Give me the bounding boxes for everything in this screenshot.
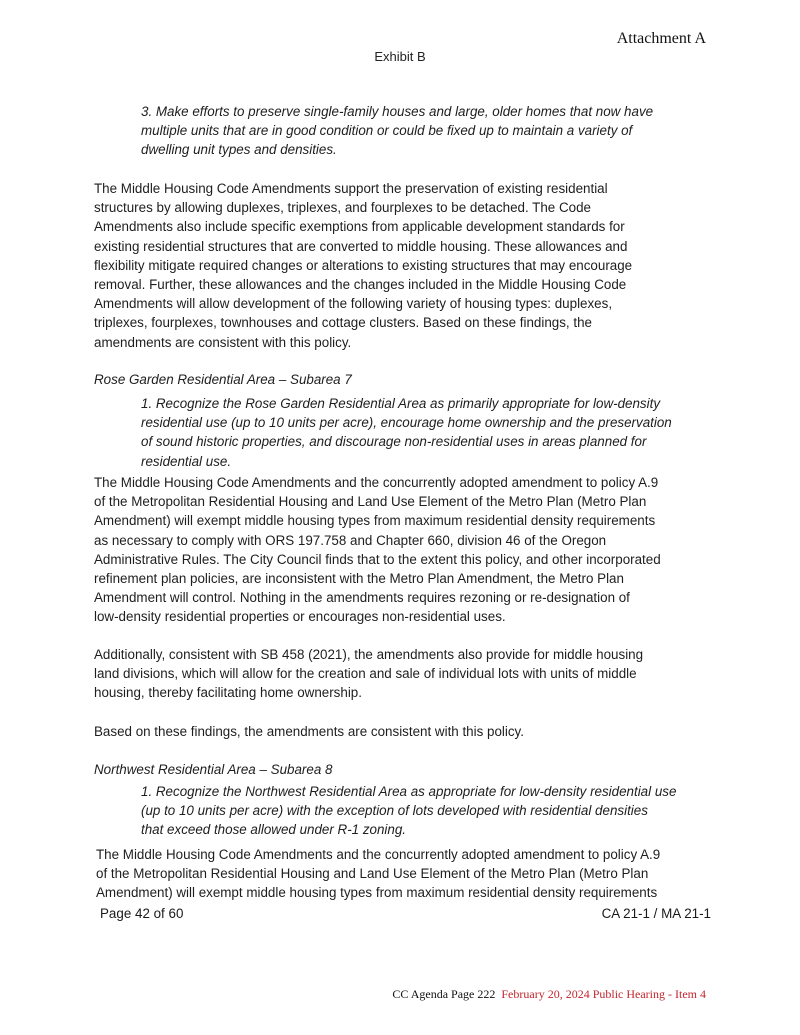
agenda-page: CC Agenda Page 222 xyxy=(392,987,496,1001)
attachment-label: Attachment A xyxy=(616,30,706,47)
policy-quote-subarea-8: 1. Recognize the Northwest Residential Area as appropriate for low-density residential use (up to 10 units per acre) with the exception of lots developed with residential densities that exceed those allowed under R-1 zoning. xyxy=(141,784,677,838)
finding-paragraph-1: The Middle Housing Code Amendments support the preservation of existing residential structures by allowing duplexes, triplexes, and fourplexes to be detached. The Code Amendments also include specific exemptions from applicable development standards for existing residential structures that are converted to middle housing. These allowances and flexibility mitigate required changes or alterations to existing structures that may encourage removal. Further, these allowances and the changes included in the Middle Housing Code Amendments will allow development of the following variety of housing types: duplexes, triplexes, fourplexes, townhouses and cottage clusters. Based on these findings, the amendments are consistent with this policy. xyxy=(94,181,633,350)
finding-paragraph-5: The Middle Housing Code Amendments and the concurrently adopted amendment to policy A.9 of the Metropolitan Residential Housing and Land Use Element of the Metro Plan (Metro Plan Amendment) will exempt middle housing types from maximum residential density requirements xyxy=(96,847,661,901)
section-heading-subarea-8: Northwest Residential Area – Subarea 8 xyxy=(94,762,333,777)
agenda-stamp xyxy=(392,987,706,1002)
policy-quote-3: 3. Make efforts to preserve single-family houses and large, older homes that now have multiple units that are in good condition or could be fixed up to maintain a variety of dwelling unit types and densities. xyxy=(141,104,654,158)
page-number: Page 42 of 60 xyxy=(100,906,184,921)
finding-paragraph-4: Based on these findings, the amendments are consistent with this policy. xyxy=(94,724,524,739)
finding-paragraph-2: The Middle Housing Code Amendments and the concurrently adopted amendment to policy A.9 of the Metropolitan Residential Housing and Land Use Element of the Metro Plan (Metro Plan Amendment) will exempt middle housing types from maximum residential density requirements as necessary to comply with ORS 197.758 and Chapter 660, division 46 of the Oregon Administrative Rules. The City Council finds that to the extent this policy, and other incorporated refinement plan policies, are inconsistent with the Metro Plan Amendment, the Metro Plan Amendment will control. Nothing in the amendments requires rezoning or re-designation of low-density residential properties or encourages non-residential uses. xyxy=(94,475,661,625)
section-heading-subarea-7: Rose Garden Residential Area – Subarea 7 xyxy=(94,372,352,387)
exhibit-label: Exhibit B xyxy=(374,49,426,64)
policy-quote-subarea-7: 1. Recognize the Rose Garden Residential Area as primarily appropriate for low-density residential use (up to 10 units per acre), encourage home ownership and the preservation of sound historic properties, and discourage non-residential uses in areas planned for residential use. xyxy=(141,396,672,469)
document-id: CA 21-1 / MA 21-1 xyxy=(601,906,711,921)
finding-paragraph-3: Additionally, consistent with SB 458 (2021), the amendments also provide for middle housing land divisions, which will allow for the creation and sale of individual lots with units of middle housing, thereby facilitating home ownership. xyxy=(94,647,644,701)
hearing-date: February 20, 2024 Public Hearing - Item 4 xyxy=(501,987,706,1001)
